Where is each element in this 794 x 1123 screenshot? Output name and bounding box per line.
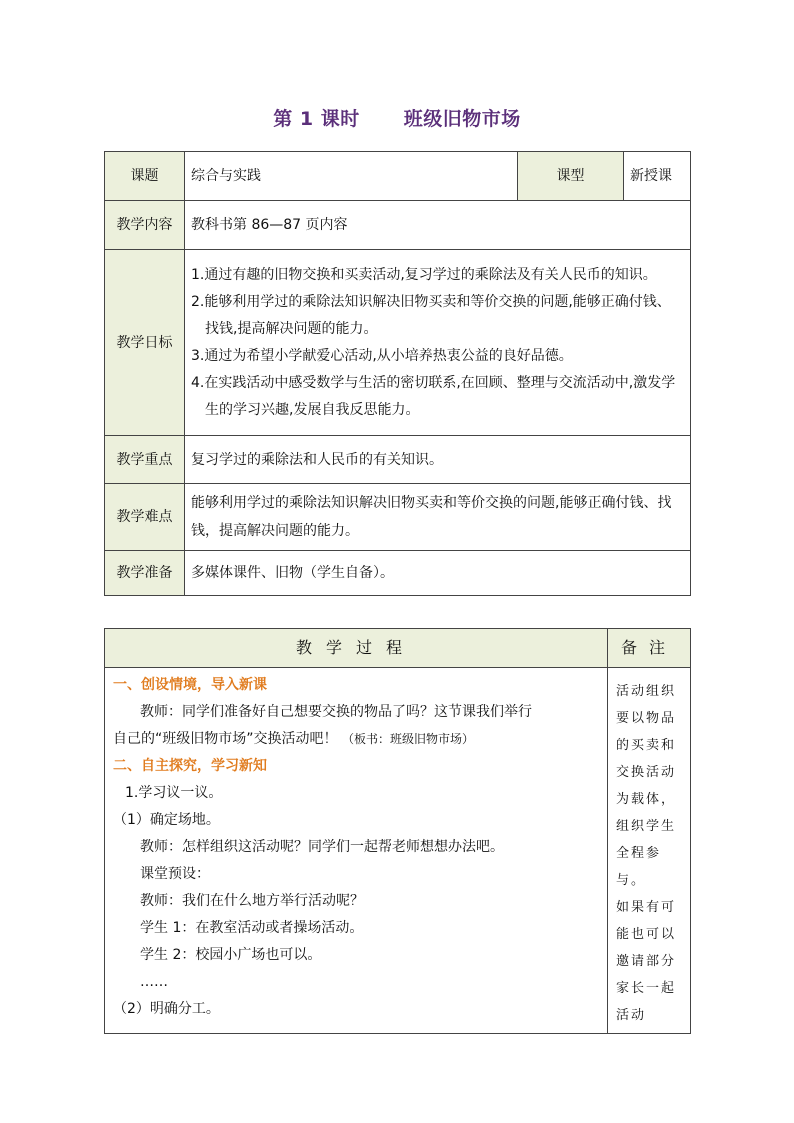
goals-label: 教学日标	[105, 250, 185, 436]
key-row	[105, 436, 691, 484]
text-span: 自己的“班级旧物市场”交换活动吧！	[113, 731, 338, 747]
key-label: 教学重点	[105, 436, 185, 484]
lesson-info-table	[104, 151, 691, 596]
note-line: 为载体，	[616, 792, 677, 807]
key-value: 复习学过的乘除法和人民币的有关知识。	[185, 436, 691, 484]
note-line: 交换活动	[616, 765, 677, 780]
difficulty-value: 能够利用学过的乘除法知识解决旧物买卖和等价交换的问题,能够正确付钱、找钱，提高解决问题的能力。	[185, 484, 691, 551]
process-body-row	[105, 668, 691, 1034]
topic-value: 综合与实践	[185, 152, 518, 201]
notes-content	[608, 668, 691, 1034]
text-line: ……	[140, 974, 168, 990]
topic-label: 课题	[105, 152, 185, 201]
notes-header: 备注	[608, 629, 691, 668]
note-line: 活动组织	[616, 684, 677, 699]
note-line: 邀请部分	[616, 954, 677, 969]
text-line: 教师：怎样组织这活动呢？同学们一起帮老师想想办法吧。	[140, 839, 504, 855]
note-line: 的买卖和	[616, 738, 677, 753]
topic-row	[105, 152, 691, 201]
goal-item: 2.能够利用学过的乘除法知识解决旧物买卖和等价交换的问题,能够正确付钱、找钱,提高解决问题的能力。	[191, 293, 671, 337]
section-heading: 二、自主探究，学习新知	[113, 758, 267, 774]
goals-list	[185, 250, 691, 436]
text-line: （1）确定场地。	[113, 812, 220, 828]
text-line: 教师：同学们准备好自己想要交换的物品了吗？这节课我们举行	[140, 704, 532, 720]
type-value: 新授课	[624, 152, 691, 201]
note-line: 组织学生	[616, 819, 677, 834]
text-line: 学生 2：校园小广场也可以。	[140, 947, 322, 963]
process-table	[104, 628, 691, 1034]
process-content	[105, 668, 608, 1034]
text-line: 教师：我们在什么地方举行活动呢？	[140, 893, 364, 909]
difficulty-label: 教学难点	[105, 484, 185, 551]
goal-item: 1.通过有趣的旧物交换和买卖活动,复习学过的乘除法及有关人民币的知识。	[191, 266, 657, 283]
prep-label: 教学准备	[105, 551, 185, 596]
type-label: 课型	[518, 152, 624, 201]
board-note: （板书：班级旧物市场）	[341, 732, 474, 746]
note-line: 全程参与。	[616, 846, 662, 888]
page-title	[0, 104, 794, 131]
goal-item: 4.在实践活动中感受数学与生活的密切联系,在回顾、整理与交流活动中,激发学生的学习兴趣,发展自我反思能力。	[191, 374, 676, 418]
content-value: 教科书第 86—87 页内容	[185, 201, 691, 250]
text-line: （2）明确分工。	[113, 1001, 220, 1017]
goals-row	[105, 250, 691, 436]
content-label: 教学内容	[105, 201, 185, 250]
text-line: 1.学习议一议。	[125, 785, 223, 801]
prep-value: 多媒体课件、旧物（学生自备）。	[185, 551, 691, 596]
text-line: 学生 1：在教室活动或者操场活动。	[140, 920, 364, 936]
process-header-row	[105, 629, 691, 668]
text-line: 课堂预设：	[140, 866, 210, 882]
process-header: 教学过程	[105, 629, 608, 668]
content-row	[105, 201, 691, 250]
note-line: 如果有可	[616, 900, 677, 915]
note-line: 活动	[616, 1008, 647, 1023]
section-heading: 一、创设情境，导入新课	[113, 677, 267, 693]
goal-item: 3.通过为希望小学献爱心活动,从小培养热衷公益的良好品德。	[191, 347, 573, 364]
note-line: 家长一起	[616, 981, 677, 996]
text-line	[113, 726, 601, 753]
note-line: 要以物品	[616, 711, 677, 726]
note-line: 能也可以	[616, 927, 677, 942]
lesson-number: 第 1 课时	[273, 108, 360, 130]
prep-row	[105, 551, 691, 596]
difficulty-row	[105, 484, 691, 551]
lesson-name: 班级旧物市场	[403, 108, 521, 130]
